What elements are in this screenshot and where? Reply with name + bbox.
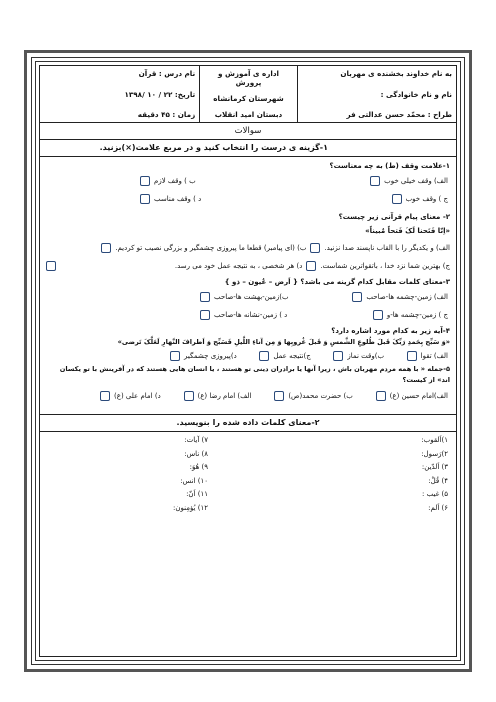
subject-label: نام درس : قرآن <box>138 69 196 78</box>
exam-header <box>40 66 456 123</box>
vocab-column-right <box>288 434 448 515</box>
q2-option-a: الف) و یکدیگر را با القاب ناپسند صدا نزنید. <box>324 244 450 252</box>
vocab-item: ۸) ناس: <box>184 449 208 458</box>
q5-checkbox-d[interactable] <box>100 391 110 401</box>
city-label: شهرستان کرمانشاه <box>213 94 284 103</box>
vocab-item: ۲)رَسول: <box>421 449 448 458</box>
basmala: به نام خداوند بخشنده ی مهربان <box>340 69 452 78</box>
q1-checkbox-c[interactable] <box>392 194 402 204</box>
header-student-info <box>297 66 456 122</box>
q2-option-b: ب) (ای پیامبر) قطعا ما پیروزی چشمگیر و بزرگی نصیب تو کردیم. <box>115 244 307 252</box>
time-label: زمان : ۴۵ دقیقه <box>137 110 196 119</box>
vocab-item: ۱۰) انس: <box>180 476 208 485</box>
q4-option-d[interactable]: د)پیروزی چشمگیر <box>170 351 237 361</box>
q1-option-a[interactable]: الف) وقف خیلی خوب <box>370 176 448 186</box>
vocab-grid <box>40 432 456 517</box>
designer-label: طراح : محمّد حسن عدالتی فر <box>346 110 452 119</box>
vocab-item: ۱۲) یُؤمِنون: <box>172 503 208 512</box>
q4-option-b[interactable]: ب)وقت نماز <box>333 351 384 361</box>
vocab-item: ۷) آیات: <box>184 436 208 444</box>
date-label: تاریخ: ۲۲ / ۱۰ /۱۳۹۸ <box>124 89 196 99</box>
q1-checkbox-a[interactable] <box>370 176 380 186</box>
vocab-item: ۶) اَلم: <box>428 503 448 512</box>
q3-checkbox-c[interactable] <box>373 310 383 320</box>
q3-row2 <box>40 306 456 324</box>
q3-text: ۳-معنای کلمات مقابل کدام گزینه می باشد؟ { اَرض – عُیون – ذو } <box>224 278 450 286</box>
q3-checkbox-b[interactable] <box>200 292 210 302</box>
vocab-item: ۵) غیب : <box>422 490 448 498</box>
vocab-item: ۱)اَلقوب: <box>421 436 448 444</box>
q2-option-c: ج) بهترین شما نزد خدا ، باتقواترین شماست. <box>320 262 450 270</box>
q4-checkbox-a[interactable] <box>407 351 417 361</box>
q1-row2 <box>40 190 456 208</box>
q2-row2 <box>40 261 456 271</box>
q5-option-a[interactable]: الف)امام حسین (ع) <box>376 391 448 401</box>
q5-option-c[interactable]: الف) امام رضا (ع) <box>184 391 252 401</box>
q1-option-d[interactable]: د ) وقف مناسب <box>140 194 201 204</box>
header-exam-info <box>40 66 199 122</box>
q2-checkbox-a[interactable] <box>310 243 320 253</box>
section1-title: ۱-گزینه ی درست را انتخاب کنید و در مربع علامت(×)بزنید. <box>40 140 456 157</box>
exam-sheet <box>39 65 457 657</box>
q5-text: ۵-جمله « با همه مردم مهربان باش ، زیرا آنها یا برادران دینی تو هستند ، یا انسان هایی هستند که در آفرینش با تو یکسان اند» از کیست؟ <box>59 365 450 384</box>
q3-checkbox-a[interactable] <box>352 292 362 302</box>
vocab-item: ۱۱) اَنّ: <box>186 490 208 498</box>
section2-title: ۲-معنای کلمات داده شده را بنویسید. <box>40 414 456 432</box>
q3-option-b[interactable]: ب)زمین-بهشت ها-صاحب <box>200 292 289 302</box>
q5-checkbox-c[interactable] <box>184 391 194 401</box>
vocab-item: ۳) اَلدّین: <box>421 463 448 471</box>
vocab-item: ۴) قُلْ: <box>428 476 448 485</box>
q5-checkbox-b[interactable] <box>274 391 284 401</box>
q1-checkbox-b[interactable] <box>140 176 150 186</box>
questions-title: سوالات <box>40 123 456 140</box>
header-school-info <box>199 66 297 122</box>
q1-text: ۱-علامت وقف (ط) به چه معناست؟ <box>329 162 450 170</box>
q4-option-c[interactable]: ج)نتیجه عمل <box>259 351 310 361</box>
q4-text: ۴-آیه زیر به کدام مورد اشاره دارد؟ <box>331 327 450 335</box>
q3-checkbox-d[interactable] <box>200 310 210 320</box>
q4-verse: «وَ سَبِّح بِحَمدِ رَبِّکَ قَبلَ طُلوعِ الشَّمسِ وَ قَبلَ غُروبِها وَ مِن آناءِ اللَّیلِ فَسَبِّح وَ اَطرافَ النَّهارِ لَعَلَّکَ تَرضی» <box>117 338 450 346</box>
q4-checkbox-c[interactable] <box>259 351 269 361</box>
q1-option-b[interactable]: ب ) وقف لازم <box>140 176 196 186</box>
q2-option-d: د) هر شخصی ، به نتیجه عمل خود می رسد. <box>174 262 303 270</box>
vocab-item: ۹) هُوَ: <box>189 463 208 471</box>
q2-checkbox-c[interactable] <box>306 261 316 271</box>
q2-row1 <box>40 243 456 253</box>
dept-label: اداره ی آموزش و پرورش <box>217 69 280 87</box>
q3-row1 <box>40 288 456 306</box>
vocab-column-left <box>48 434 288 515</box>
q2-verse: «اِنّا فَتَحنا لَکَ فَتحاً مُبیناً» <box>365 227 450 235</box>
q4-checkbox-b[interactable] <box>333 351 343 361</box>
q5-option-d[interactable]: د) امام علی (ع) <box>100 391 161 401</box>
q2-checkbox-b[interactable] <box>101 243 111 253</box>
school-label: دبستان امید انقلاب <box>214 110 283 119</box>
q5-option-b[interactable]: ب) حضرت محمد(ص) <box>274 391 353 401</box>
q5-row <box>40 386 456 406</box>
q1-option-c[interactable]: ج ) وقف خوب <box>392 194 448 204</box>
q3-option-c[interactable]: ج ) زمین-چشمه ها-و <box>373 310 448 320</box>
q2-checkbox-d[interactable] <box>46 261 56 271</box>
q1-checkbox-d[interactable] <box>140 194 150 204</box>
q3-option-a[interactable]: الف) زمین-چشمه ها-صاحب <box>352 292 448 302</box>
q1-row1 <box>40 172 456 190</box>
q4-checkbox-d[interactable] <box>170 351 180 361</box>
q4-row <box>40 348 456 364</box>
student-name-label: نام و نام خانوادگی : <box>380 89 452 99</box>
q5-checkbox-a[interactable] <box>376 391 386 401</box>
q4-option-a[interactable]: الف) تقوا <box>407 351 448 361</box>
q2-text: ۲- معنای پیام قرآنی زیر چیست؟ <box>338 213 450 221</box>
q3-option-d[interactable]: د ) زمین-نشانه ها-صاحب <box>200 310 287 320</box>
